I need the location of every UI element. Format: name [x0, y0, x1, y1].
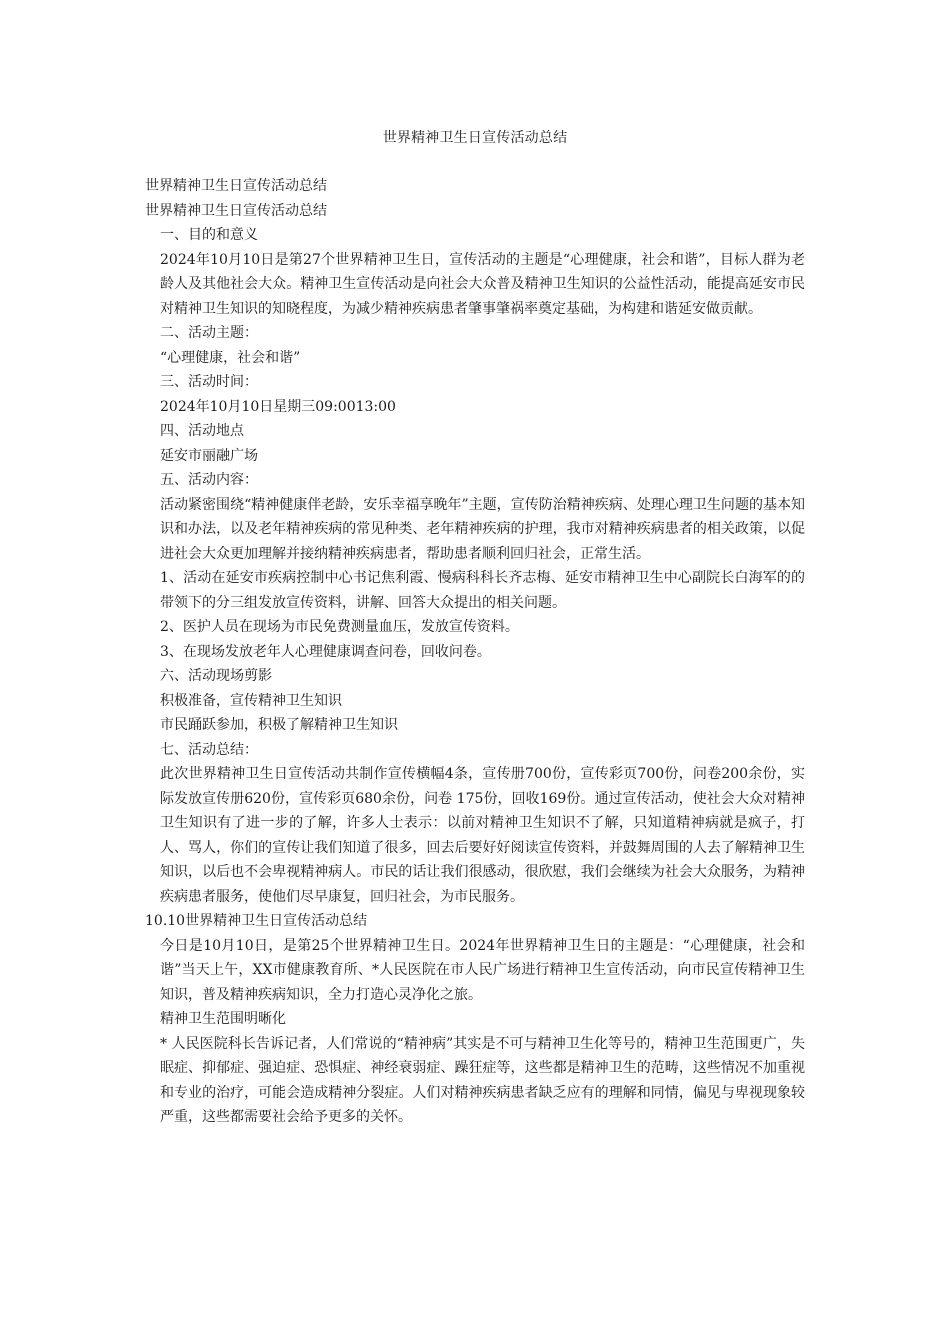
paragraph: 三、活动时间：: [160, 374, 258, 390]
paragraph: 2024年10月10日星期三09:0013:00: [160, 398, 396, 415]
paragraph: 此次世界精神卫生日宣传活动共制作宣传横幅4条，宣传册700份，宣传彩页700份，问卷200余份，实际发放宣传册620份，宣传彩页680余份，问卷 175份，回收169份。通过宣传活动，使社会大众对精神卫生知识有了进一步的了解，许多人士表示：以前对精神卫生知识不了解，只知道精神病就是疯子，打人、骂人，你们的宣传让我们知道了很多，回去后要好好阅读宣传资料，并鼓舞周围的人去了解精神卫生知识，以后也不会卑视精神病人。市民的话让我们很感动，很欣慰，我们会继续为社会大众服务，为精神疾病患者服务，使他们尽早康复，回归社会，为市民服务。: [160, 766, 805, 905]
paragraph: 2、医护人员在现场为市民免费测量血压，发放宣传资料。: [160, 619, 519, 635]
paragraph: 10.10世界精神卫生日宣传活动总结: [145, 913, 368, 929]
paragraph: 延安市丽融广场: [160, 447, 258, 464]
paragraph: * 人民医院科长告诉记者，人们常说的“精神病”其实是不可与精神卫生化等号的，精神卫生范围更广，失眠症、抑郁症、强迫症、恐惧症、神经衰弱症、躁狂症等，这些都是精神卫生的范畴，这些情况不加重视和专业的治疗，可能会造成精神分裂症。人们对精神疾病患者缺乏应有的理解和同情，偏见与卑视现象较严重，这些都需要社会给予更多的关怀。: [160, 1035, 805, 1125]
paragraph: “心理健康，社会和谐”: [160, 349, 301, 366]
paragraph: 一、目的和意义: [160, 227, 258, 243]
document-title: 世界精神卫生日宣传活动总结: [382, 130, 568, 146]
paragraph: 世界精神卫生日宣传活动总结: [145, 178, 327, 194]
paragraph: 六、活动现场剪影: [160, 668, 272, 684]
paragraph: 精神卫生范围明晰化: [160, 1011, 286, 1027]
paragraph: 1、活动在延安市疾病控制中心书记焦利霞、慢病科科长齐志梅、延安市精神卫生中心副院长白海军的的带领下的分三组发放宣传资料，讲解、回答大众提出的相关问题。: [160, 570, 805, 611]
paragraph: 世界精神卫生日宣传活动总结: [145, 202, 327, 219]
paragraph: 七、活动总结：: [160, 741, 258, 758]
paragraph: 今日是10月10日，是第25个世界精神卫生日。2024年世界精神卫生日的主题是：“心理健康，社会和谐”当天上午，XX市健康教育所、*人民医院在市人民广场进行精神卫生宣传活动，向市民宣传精神卫生知识，普及精神疾病知识，全力打造心灵净化之旅。: [160, 937, 805, 1003]
document-body: [145, 174, 805, 1130]
paragraph: 五、活动内容：: [160, 472, 258, 488]
paragraph: 二、活动主题：: [160, 325, 258, 341]
paragraph: 活动紧密围绕“精神健康伴老龄，安乐幸福享晚年”主题，宣传防治精神疾病、处理心理卫生问题的基本知识和办法，以及老年精神疾病的常见种类、老年精神疾病的护理，我市对精神疾病患者的相关政策，以促进社会大众更加理解并接纳精神疾病患者，帮助患者顺利回归社会，正常生活。: [160, 496, 805, 562]
paragraph: 积极准备，宣传精神卫生知识: [160, 692, 342, 709]
paragraph: 2024年10月10日是第27个世界精神卫生日，宣传活动的主题是“心理健康，社会和谐”，目标人群为老龄人及其他社会大众。精神卫生宣传活动是向社会大众普及精神卫生知识的公益性活动，能提高延安市民对精神卫生知识的知晓程度，为减少精神疾病患者肇事肇祸率奠定基础，为构建和谐延安做贡献。: [160, 251, 805, 317]
paragraph: 3、在现场发放老年人心理健康调查问卷，回收问卷。: [160, 643, 491, 660]
paragraph: 市民踊跃参加，积极了解精神卫生知识: [160, 717, 398, 733]
paragraph: 四、活动地点: [160, 423, 244, 439]
